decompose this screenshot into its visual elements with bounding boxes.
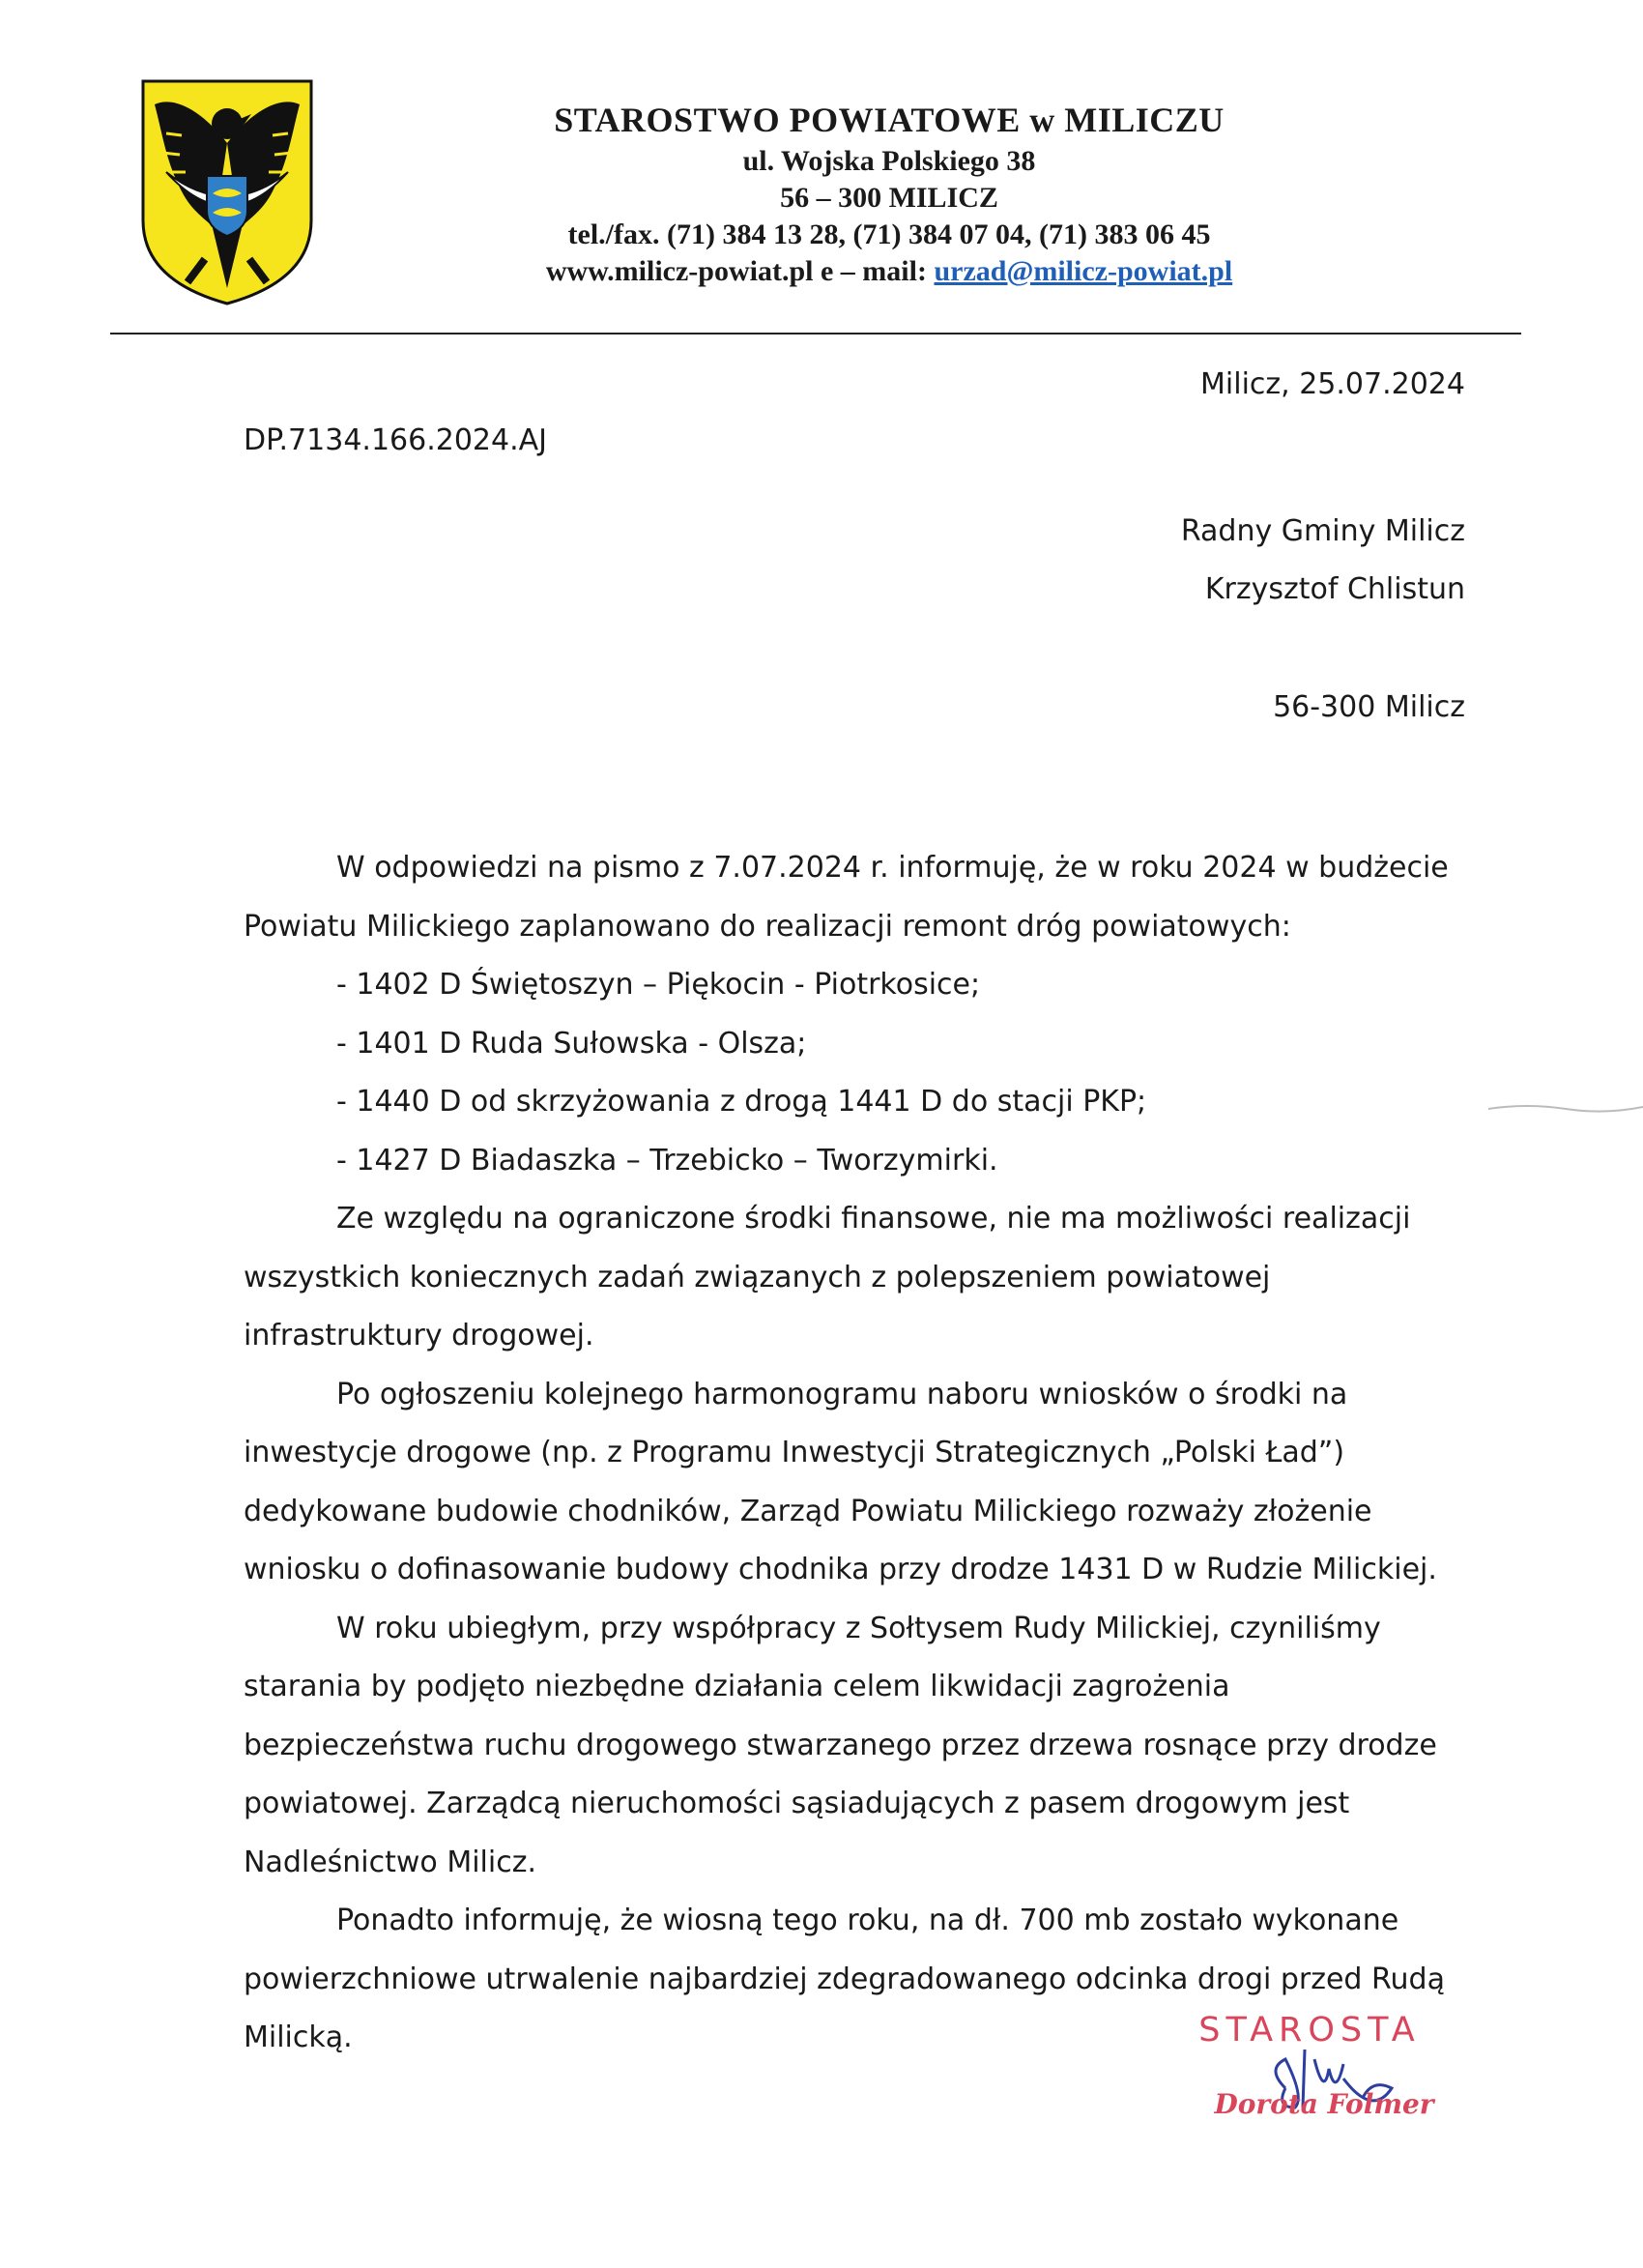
office-contact xyxy=(503,253,1276,290)
recipient-line-2: Krzysztof Chlistun xyxy=(1204,572,1465,606)
header-divider xyxy=(110,333,1521,334)
paragraph-sidewalk: Po ogłoszeniu kolejnego harmonogramu naboru wniosków o środki na inwestycje drogowe (np. z Programu Inwestycji Strategicznych „Polski Ład”) dedykowane budowie chodników, Zarząd Powiatu Milickiego rozważy złożenie wniosku o dofinasowanie budowy chodnika przy drodze 1431 D w Rudzie Milickiej. xyxy=(244,1377,1437,1586)
place-date: Milicz, 25.07.2024 xyxy=(1200,367,1465,401)
website-text: www.milicz-powiat.pl e – mail: xyxy=(545,255,935,287)
road-item: - 1427 D Biadaszka – Trzebicko – Tworzymirki. xyxy=(336,1143,998,1178)
paragraph-trees: W roku ubiegłym, przy współpracy z Sołtysem Rudy Milickiej, czyniliśmy starania by podjęto niezbędne działania celem likwidacji zagrożenia bezpieczeństwa ruchu drogowego stwarzanego przez drzewa rosnące przy drodze powiatowej. Zarządcą nieruchomości sąsiadujących z pasem drogowym jest Nadleśnictwo Milicz. xyxy=(244,1611,1437,1879)
road-item: - 1401 D Ruda Sułowska - Olsza; xyxy=(336,1026,807,1061)
margin-mark xyxy=(1488,1097,1643,1117)
email-link[interactable]: urzad@milicz-powiat.pl xyxy=(934,255,1233,287)
recipient-line-1: Radny Gminy Milicz xyxy=(1180,514,1465,548)
office-name: STAROSTWO POWIATOWE w MILICZU xyxy=(554,101,1225,139)
intro-paragraph: W odpowiedzi na pismo z 7.07.2024 r. informuję, że w roku 2024 w budżecie Powiatu Milickiego zaplanowano do realizacji remont dróg powiatowych: xyxy=(244,851,1449,944)
stamp-name: Dorota Folmer xyxy=(1214,2088,1434,2120)
office-phones: tel./fax. (71) 384 13 28, (71) 384 07 04, (71) 383 06 45 xyxy=(567,218,1211,250)
letterhead xyxy=(503,97,1276,290)
coat-of-arms-logo xyxy=(137,75,317,307)
paragraph-funding: Ze względu na ograniczone środki finansowe, nie ma możliwości realizacji wszystkich koniecznych zadań związanych z polepszeniem powiatowej infrastruktury drogowej. xyxy=(244,1202,1411,1352)
recipient-line-3: 56-300 Milicz xyxy=(1273,690,1465,724)
paragraph-resurfacing: Ponadto informuję, że wiosną tego roku, na dł. 700 mb zostało wykonane powierzchniowe utrwalenie najbardziej zdegradowanego odcinka drogi przed Rudą Milicką. xyxy=(244,1904,1445,2054)
reference-number: DP.7134.166.2024.AJ xyxy=(244,423,547,457)
stamp-title: STAROSTA xyxy=(1198,2011,1421,2050)
letter-body xyxy=(244,839,1461,2068)
road-item: - 1440 D od skrzyżowania z drogą 1441 D do stacji PKP; xyxy=(336,1085,1147,1119)
office-street: ul. Wojska Polskiego 38 xyxy=(742,145,1036,177)
road-item: - 1402 D Świętoszyn – Piękocin - Piotrkosice; xyxy=(336,968,981,1002)
official-stamp xyxy=(1179,2011,1450,2146)
office-postal: 56 – 300 MILICZ xyxy=(780,182,998,214)
